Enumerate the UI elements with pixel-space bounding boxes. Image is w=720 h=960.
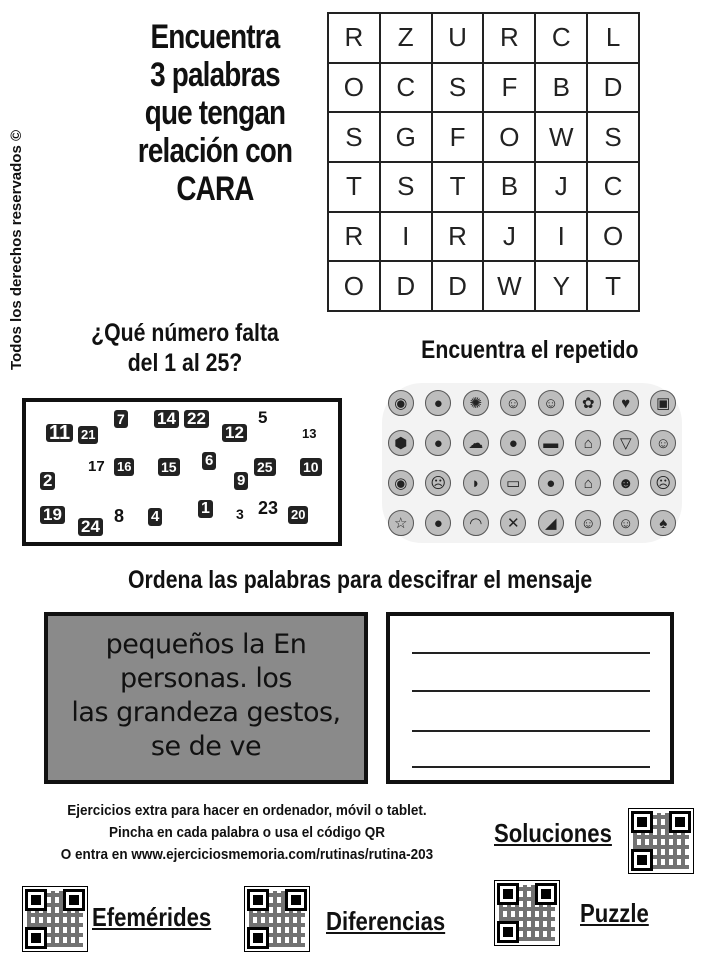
number-item: 7 [114, 410, 128, 428]
tractor-icon: ▣ [650, 390, 676, 416]
grin-icon: ☺ [575, 510, 601, 536]
eyes-icon: ◉ [388, 470, 414, 496]
number-puzzle-title-line: ¿Qué número falta [91, 319, 279, 347]
grid-cell[interactable]: O [587, 212, 639, 262]
emoji-cell[interactable] [570, 423, 608, 463]
church-icon: ⌂ [575, 430, 601, 456]
scrambled-line: se de ve [150, 731, 262, 762]
emoji-cell[interactable] [420, 503, 458, 543]
number-item: 3 [236, 506, 244, 522]
answer-line [412, 730, 650, 732]
emoji-cell[interactable] [532, 383, 570, 423]
number-puzzle-title-line: del 1 al 25? [127, 349, 243, 377]
emoji-cell[interactable] [382, 383, 420, 423]
emoji-cell[interactable] [607, 503, 645, 543]
turtle-icon: ⬢ [388, 430, 414, 456]
grid-cell[interactable]: R [483, 13, 535, 63]
grid-cell[interactable]: W [535, 112, 587, 162]
rooster-icon: ♠ [650, 510, 676, 536]
emoji-grid [382, 383, 682, 543]
grid-cell[interactable]: R [328, 13, 380, 63]
emoji-cell[interactable] [645, 463, 683, 503]
grid-cell[interactable]: F [432, 112, 484, 162]
word-search-title-line: relación con [137, 132, 293, 170]
answer-line [412, 690, 650, 692]
grid-cell[interactable]: G [380, 112, 432, 162]
grid-cell[interactable]: I [380, 212, 432, 262]
number-item: 9 [234, 472, 248, 490]
number-item: 22 [184, 410, 209, 428]
dolphin-icon: ◗ [463, 470, 489, 496]
scrambled-message [54, 628, 358, 764]
hotdog-icon: ▬ [538, 430, 564, 456]
soluciones-qr-icon[interactable] [628, 808, 694, 874]
emoji-puzzle-title-text: Encuentra el repetido [421, 336, 639, 364]
cloud-icon: ☁ [463, 430, 489, 456]
emoji-cell[interactable] [570, 383, 608, 423]
worried-icon: ☹ [650, 470, 676, 496]
answer-box[interactable] [386, 612, 674, 784]
grid-cell[interactable]: S [380, 162, 432, 212]
grid-cell[interactable]: S [587, 112, 639, 162]
number-item: 24 [78, 518, 103, 536]
emoji-cell[interactable] [382, 423, 420, 463]
number-item: 2 [40, 472, 55, 490]
answer-line [412, 652, 650, 654]
emoji-cell[interactable] [607, 383, 645, 423]
emoji-cell[interactable] [645, 503, 683, 543]
number-item: 13 [302, 426, 317, 441]
emoji-cell[interactable] [532, 423, 570, 463]
pear-icon: ● [500, 430, 526, 456]
emoji-cell[interactable] [495, 463, 533, 503]
number-item: 4 [148, 508, 162, 526]
emoji-cell[interactable] [420, 463, 458, 503]
emoji-cell[interactable] [495, 423, 533, 463]
efemerides-link[interactable]: Efemérides [92, 902, 212, 932]
grid-cell[interactable]: S [328, 112, 380, 162]
grid-cell[interactable]: F [483, 63, 535, 113]
rainbow-icon: ◠ [463, 510, 489, 536]
grid-cell[interactable]: J [483, 212, 535, 262]
emoji-cell[interactable] [457, 503, 495, 543]
frog-icon: ● [538, 470, 564, 496]
soluciones-link[interactable]: Soluciones [494, 818, 612, 848]
grid-cell[interactable]: R [432, 212, 484, 262]
number-puzzle-box [22, 398, 342, 546]
number-item: 5 [258, 408, 268, 427]
grid-cell[interactable]: C [535, 13, 587, 63]
emoji-cell[interactable] [382, 463, 420, 503]
grid-cell[interactable]: B [535, 63, 587, 113]
number-item: 20 [288, 506, 308, 524]
shoe-icon: ◢ [538, 510, 564, 536]
bus-icon: ▭ [500, 470, 526, 496]
emoji-cell[interactable] [532, 503, 570, 543]
copyright-notice: Todos los derechos reservados © [8, 129, 25, 370]
puzzle-link[interactable]: Puzzle [580, 898, 649, 928]
grid-cell[interactable]: D [380, 261, 432, 311]
emoji-cell[interactable] [570, 503, 608, 543]
grid-cell[interactable]: D [587, 63, 639, 113]
emoji-cell[interactable] [382, 503, 420, 543]
extra-exercises-info [12, 800, 482, 866]
emoji-cell[interactable] [495, 383, 533, 423]
lion-icon: ✺ [463, 390, 489, 416]
grid-cell[interactable]: L [587, 13, 639, 63]
number-item: 15 [158, 458, 180, 476]
number-item: 17 [88, 458, 105, 475]
puzzle-qr-icon[interactable] [494, 880, 560, 946]
number-item: 14 [154, 410, 179, 428]
emoji-cell[interactable] [607, 463, 645, 503]
extra-line: Ejercicios extra para hacer en ordenador, móvil o tablet. [67, 802, 427, 819]
scrambled-line: personas. los [120, 663, 292, 694]
mouse-icon: ● [425, 510, 451, 536]
hamster-icon: ● [425, 390, 451, 416]
number-item: 1 [198, 500, 213, 518]
grid-cell[interactable]: D [432, 261, 484, 311]
heart-eyes-icon: ♥ [613, 390, 639, 416]
grimace-icon: ☺ [500, 390, 526, 416]
dizzy-icon: ✕ [500, 510, 526, 536]
tooth-icon: ▽ [613, 430, 639, 456]
smile-icon: ☺ [650, 430, 676, 456]
extra-line: Pincha en cada palabra o usa el código QR [108, 824, 386, 841]
grid-cell[interactable]: C [587, 162, 639, 212]
sad-icon: ☹ [425, 470, 451, 496]
smile-icon: ☺ [613, 510, 639, 536]
star-icon: ☆ [388, 510, 414, 536]
word-search-title-line: Encuentra [150, 18, 280, 56]
number-item: 6 [202, 452, 216, 470]
word-search-title-line: CARA [176, 170, 254, 208]
scrambled-line: pequeños la En [105, 629, 307, 660]
octopus-icon: ✿ [575, 390, 601, 416]
diferencias-qr-icon[interactable] [244, 886, 310, 952]
emoji-cell[interactable] [645, 383, 683, 423]
emoji-cell[interactable] [457, 463, 495, 503]
number-item: 12 [222, 424, 247, 442]
grid-cell[interactable]: O [328, 261, 380, 311]
emoji-cell[interactable] [457, 423, 495, 463]
number-item: 23 [258, 498, 279, 518]
number-item: 16 [114, 458, 134, 476]
emoji-cell[interactable] [645, 423, 683, 463]
grid-cell[interactable]: Z [380, 13, 432, 63]
grid-cell[interactable]: Y [535, 261, 587, 311]
word-search-title-line: que tengan [144, 94, 286, 132]
extra-line: O entra en www.ejerciciosmemoria.com/rutinas/rutina-203 [60, 846, 434, 863]
emoji-cell[interactable] [420, 383, 458, 423]
grid-cell[interactable]: S [432, 63, 484, 113]
number-item: 11 [46, 424, 73, 442]
grid-cell[interactable]: T [328, 162, 380, 212]
grid-cell[interactable]: B [483, 162, 535, 212]
number-item: 19 [40, 506, 65, 524]
grid-cell[interactable]: T [432, 162, 484, 212]
grid-cell[interactable]: R [328, 212, 380, 262]
message-puzzle-title [40, 566, 680, 595]
message-puzzle-title-text: Ordena las palabras para descifrar el mensaje [127, 566, 593, 594]
number-puzzle-title [40, 318, 330, 378]
scrambled-message-box [44, 612, 368, 784]
emoji-cell[interactable] [532, 463, 570, 503]
grid-cell[interactable]: W [483, 261, 535, 311]
emoji-cell[interactable] [457, 383, 495, 423]
grid-cell[interactable]: T [587, 261, 639, 311]
grid-cell[interactable]: I [535, 212, 587, 262]
emoji-puzzle-title [380, 336, 680, 365]
scrambled-line: las grandeza gestos, [71, 697, 341, 728]
emoji-cell[interactable] [495, 503, 533, 543]
emoji-cell[interactable] [570, 463, 608, 503]
grid-cell[interactable]: J [535, 162, 587, 212]
answer-line [412, 766, 650, 768]
grid-cell[interactable]: O [328, 63, 380, 113]
grin-icon: ☺ [538, 390, 564, 416]
word-search-title-line: 3 palabras [150, 56, 280, 94]
number-item: 10 [300, 458, 322, 476]
diferencias-link[interactable]: Diferencias [326, 906, 446, 936]
pig-icon: ● [425, 430, 451, 456]
owl-icon: ◉ [388, 390, 414, 416]
number-item: 25 [254, 458, 276, 476]
emoji-cell[interactable] [420, 423, 458, 463]
grid-cell[interactable]: O [483, 112, 535, 162]
efemerides-qr-icon[interactable] [22, 886, 88, 952]
house-icon: ⌂ [575, 470, 601, 496]
number-item: 8 [114, 506, 125, 526]
grid-cell[interactable]: U [432, 13, 484, 63]
grid-cell[interactable]: C [380, 63, 432, 113]
number-item: 21 [78, 426, 98, 444]
word-search-title [100, 18, 330, 208]
laugh-icon: ☻ [613, 470, 639, 496]
word-search-grid [327, 12, 640, 312]
emoji-cell[interactable] [607, 423, 645, 463]
